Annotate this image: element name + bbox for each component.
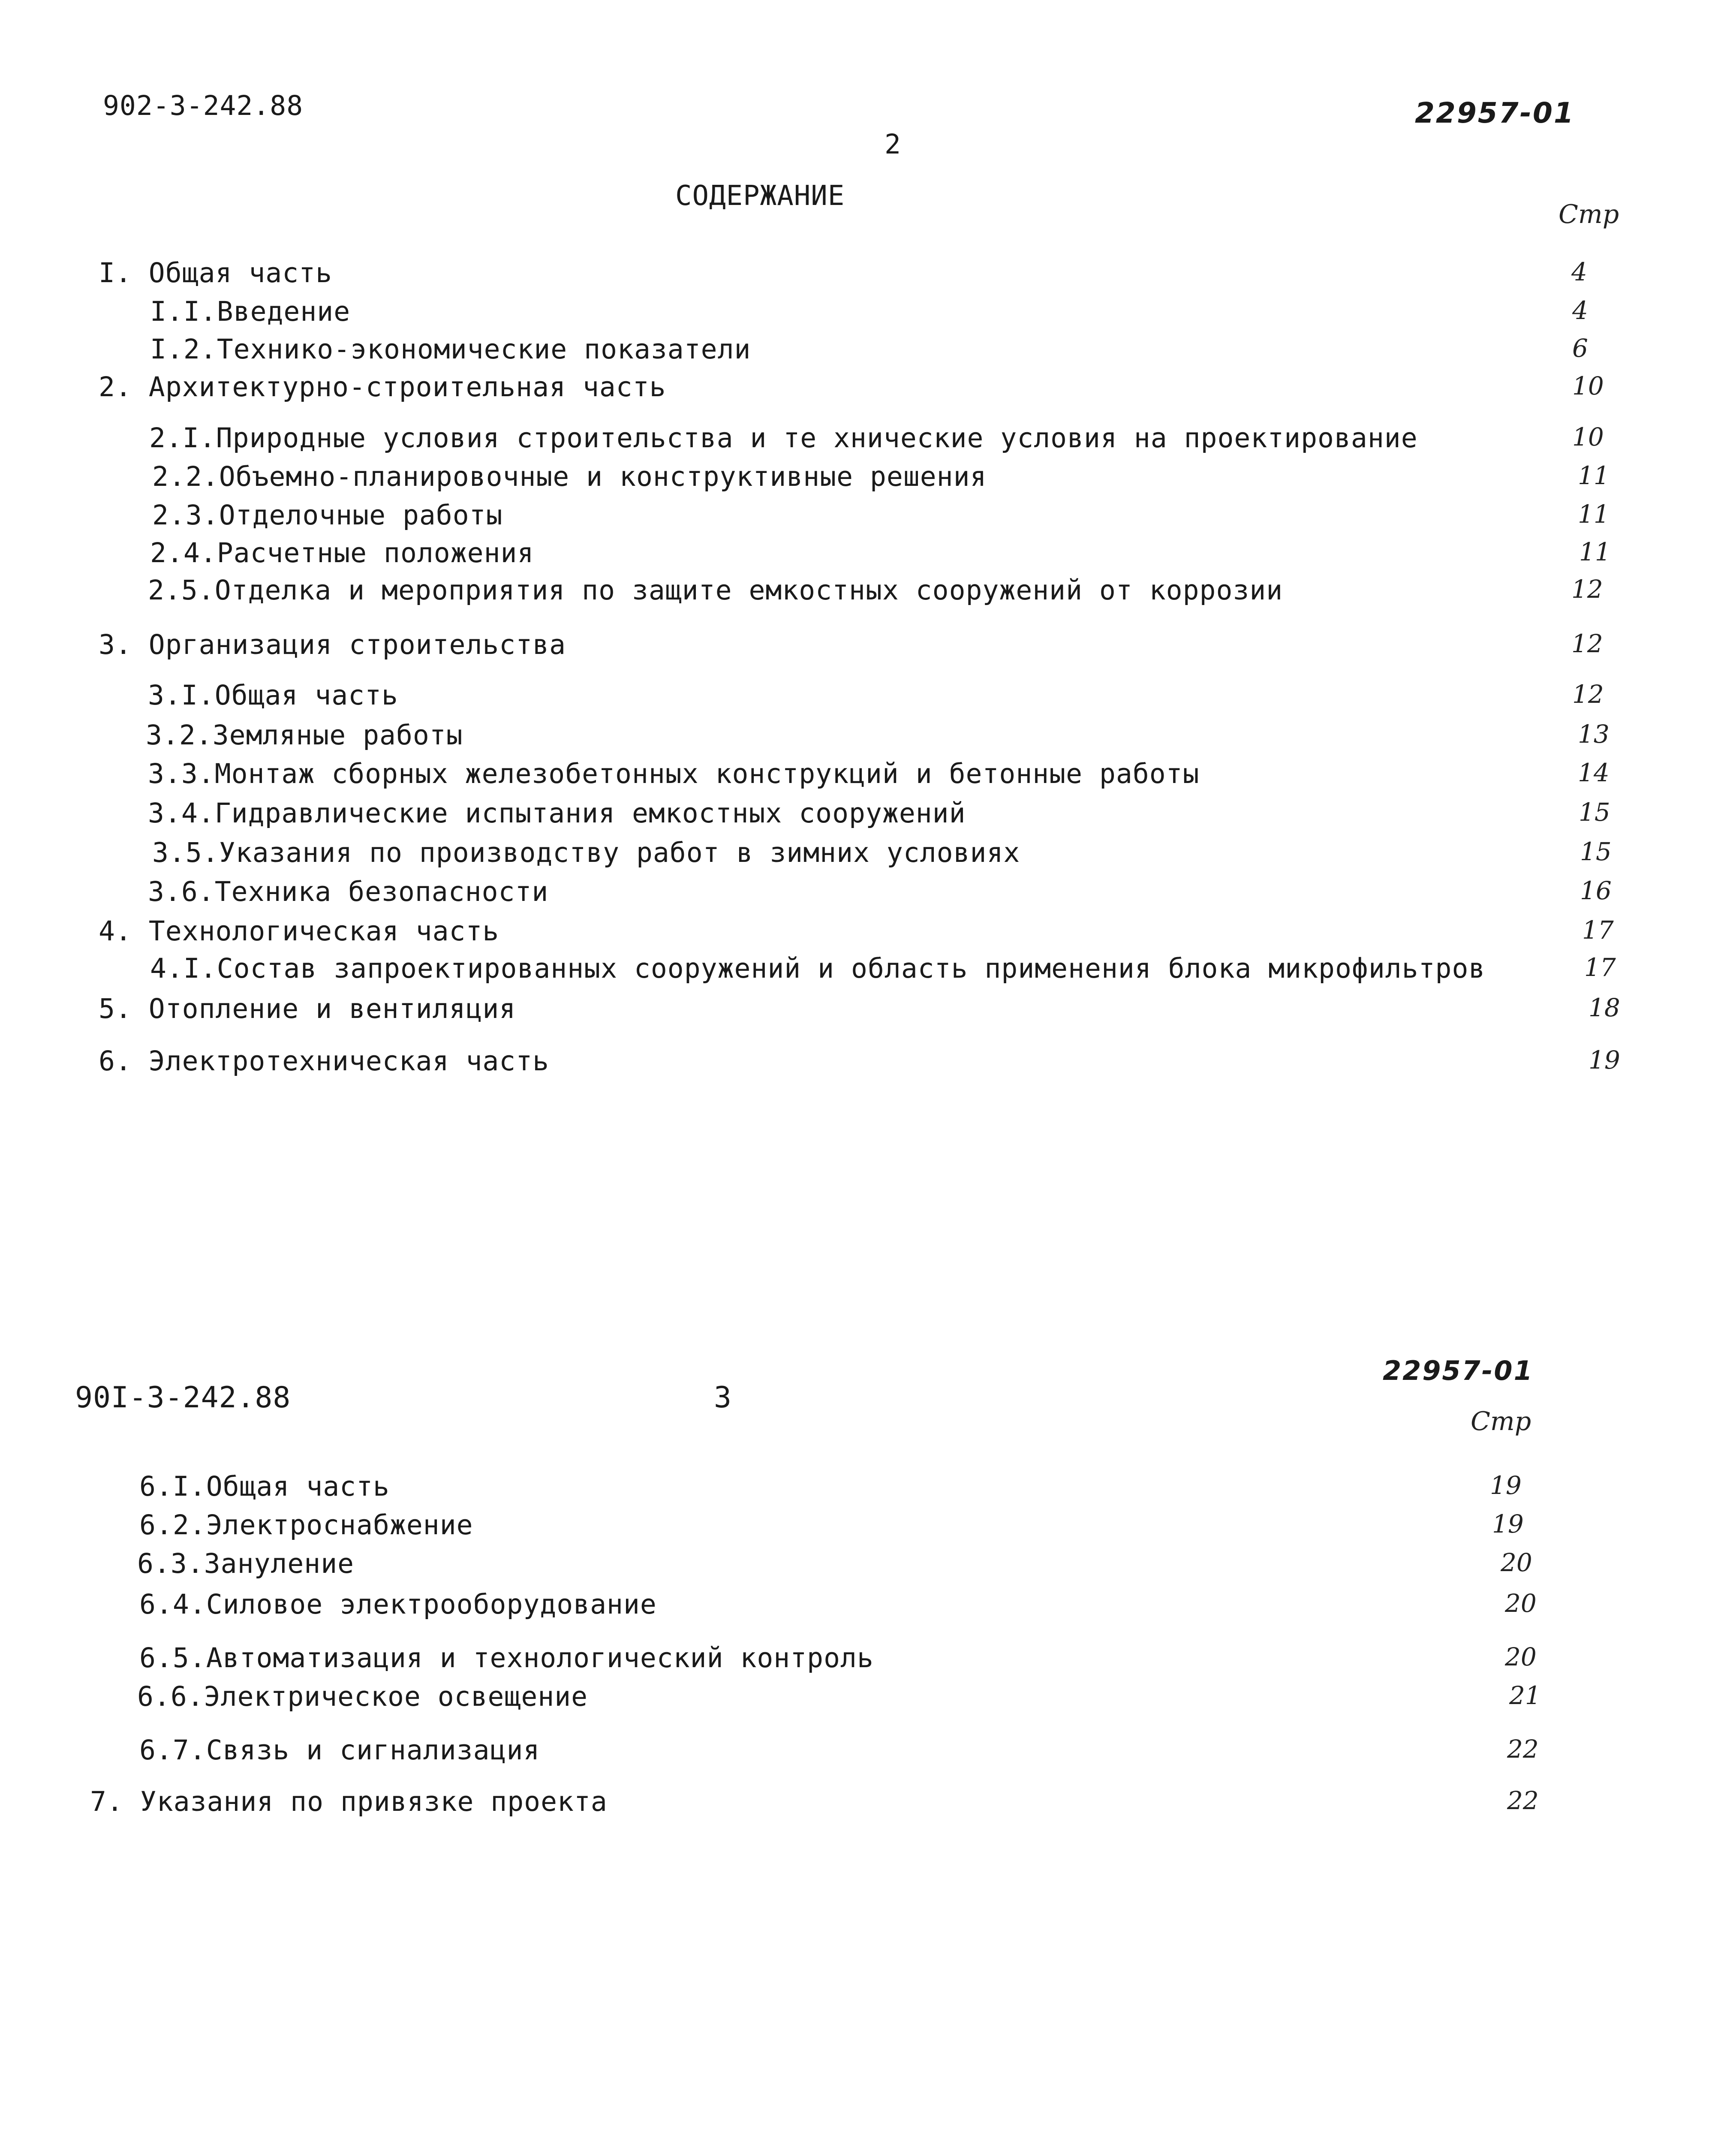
toc-entry-page: 11 <box>1578 461 1610 490</box>
toc-page-2 <box>0 1308 1736 2144</box>
toc-entry <box>0 837 1736 871</box>
toc-entry-page: 4 <box>1572 296 1588 325</box>
toc-entry-label: 6. Электротехническая часть <box>99 1045 550 1077</box>
toc-entry <box>0 1681 1736 1715</box>
page-number: 2 <box>885 129 901 160</box>
toc-entry-label: 3.2.Земляные работы <box>146 720 463 751</box>
document-code-left: 902-3-242.88 <box>103 90 304 121</box>
toc-entry-page: 19 <box>1589 1045 1620 1075</box>
document-code-right: 22957-01 <box>1383 1355 1534 1386</box>
toc-entry <box>0 334 1736 368</box>
toc-entry <box>0 720 1736 754</box>
toc-entry <box>0 876 1736 910</box>
toc-title: СОДЕРЖАНИЕ <box>675 180 845 212</box>
toc-entry <box>0 422 1736 457</box>
toc-entry <box>0 461 1736 495</box>
toc-entry-label: 2. Архитектурно-строительная часть <box>99 371 666 403</box>
toc-entry <box>0 575 1736 609</box>
toc-entry-page: 20 <box>1505 1589 1537 1618</box>
toc-entry-page: 20 <box>1501 1548 1532 1577</box>
toc-entry-page: 19 <box>1492 1509 1524 1539</box>
toc-entry <box>0 1734 1736 1769</box>
toc-entry <box>0 680 1736 714</box>
toc-entry-page: 12 <box>1571 629 1603 658</box>
toc-entry-label: 3. Организация строительства <box>99 629 566 660</box>
toc-entry <box>0 257 1736 292</box>
toc-entry <box>0 1786 1736 1820</box>
toc-entry-page: 17 <box>1582 915 1614 945</box>
toc-entry-page: 4 <box>1571 257 1587 286</box>
toc-entry-label: I.2.Технико-экономические показатели <box>150 334 751 365</box>
toc-entry-label: 3.I.Общая часть <box>148 680 398 711</box>
toc-entry-label: 5. Отопление и вентиляция <box>99 993 516 1024</box>
toc-entry-page: 15 <box>1580 837 1612 866</box>
toc-entry-page: 10 <box>1572 422 1604 452</box>
toc-entry-page: 12 <box>1572 680 1604 709</box>
toc-entry-label: 2.I.Природные условия строительства и те хнические условия на проектирование <box>149 422 1418 454</box>
toc-entry-label: I.I.Введение <box>150 296 351 327</box>
toc-entry <box>0 371 1736 406</box>
page-column-header: Стр <box>1471 1406 1531 1436</box>
toc-entry-label: 6.I.Общая часть <box>139 1471 390 1502</box>
toc-entry-label: 6.7.Связь и сигнализация <box>139 1734 540 1766</box>
toc-entry-page: 21 <box>1509 1681 1541 1710</box>
toc-entry-label: 2.3.Отделочные работы <box>152 500 503 531</box>
toc-entry <box>0 1045 1736 1080</box>
toc-entry-label: 6.6.Электрическое освещение <box>137 1681 588 1712</box>
toc-entry-label: 3.5.Указания по производству работ в зимних условиях <box>152 837 1020 868</box>
page-number: 3 <box>714 1381 732 1415</box>
toc-entry <box>0 1589 1736 1623</box>
toc-entry-label: 7. Указания по привязке проекта <box>90 1786 608 1817</box>
toc-entry-page: 11 <box>1579 537 1611 566</box>
toc-entry-page: 16 <box>1580 876 1612 905</box>
toc-entry-page: 19 <box>1490 1471 1522 1500</box>
toc-entry-label: 3.6.Техника безопасности <box>148 876 549 907</box>
toc-entry-label: 2.5.Отделка и мероприятия по защите емкостных сооружений от коррозии <box>148 575 1283 606</box>
toc-entry <box>0 1509 1736 1544</box>
document-code-left: 90I-3-242.88 <box>75 1381 291 1415</box>
toc-entry-label: 3.3.Монтаж сборных железобетонных конструкций и бетонные работы <box>148 758 1200 789</box>
toc-entry-label: 6.3.Зануление <box>137 1548 355 1579</box>
toc-entry-page: 18 <box>1589 993 1620 1022</box>
toc-entry <box>0 953 1736 987</box>
toc-entry-page: 20 <box>1505 1642 1537 1671</box>
toc-entry <box>0 1642 1736 1677</box>
toc-entry-page: 12 <box>1571 575 1603 604</box>
toc-entry <box>0 993 1736 1027</box>
toc-entry-page: 10 <box>1572 371 1604 400</box>
page-column-header: Стр <box>1558 199 1619 229</box>
toc-entry <box>0 537 1736 572</box>
toc-entry-page: 15 <box>1579 798 1610 827</box>
toc-entry-label: 3.4.Гидравлические испытания емкостных сооружений <box>148 798 966 829</box>
toc-entry-page: 13 <box>1578 720 1610 749</box>
toc-entry <box>0 1548 1736 1582</box>
toc-entry-label: 4.I.Состав запроектированных сооружений и область применения блока микрофильтров <box>150 953 1486 984</box>
toc-entry <box>0 629 1736 663</box>
toc-entry <box>0 1471 1736 1505</box>
toc-entry-page: 14 <box>1578 758 1610 787</box>
toc-entry <box>0 798 1736 832</box>
toc-entry-label: I. Общая часть <box>99 257 333 289</box>
toc-entry-page: 6 <box>1572 334 1588 363</box>
toc-entry-label: 6.5.Автоматизация и технологический контроль <box>139 1642 874 1674</box>
toc-entry-page: 22 <box>1507 1734 1539 1764</box>
toc-entry <box>0 296 1736 330</box>
toc-entry <box>0 500 1736 534</box>
toc-entry-label: 6.2.Электроснабжение <box>139 1509 473 1541</box>
toc-entry-label: 2.4.Расчетные положения <box>150 537 534 569</box>
toc-entry-label: 6.4.Силовое электрооборудование <box>139 1589 657 1620</box>
toc-entry <box>0 758 1736 792</box>
toc-entry-label: 2.2.Объемно-планировочные и конструктивные решения <box>152 461 987 492</box>
toc-entry-label: 4. Технологическая часть <box>99 915 499 947</box>
toc-entry-page: 11 <box>1578 500 1610 529</box>
toc-entry-page: 17 <box>1584 953 1616 982</box>
toc-entry-page: 22 <box>1507 1786 1539 1815</box>
document-code-right: 22957-01 <box>1415 96 1575 129</box>
toc-entry <box>0 915 1736 950</box>
